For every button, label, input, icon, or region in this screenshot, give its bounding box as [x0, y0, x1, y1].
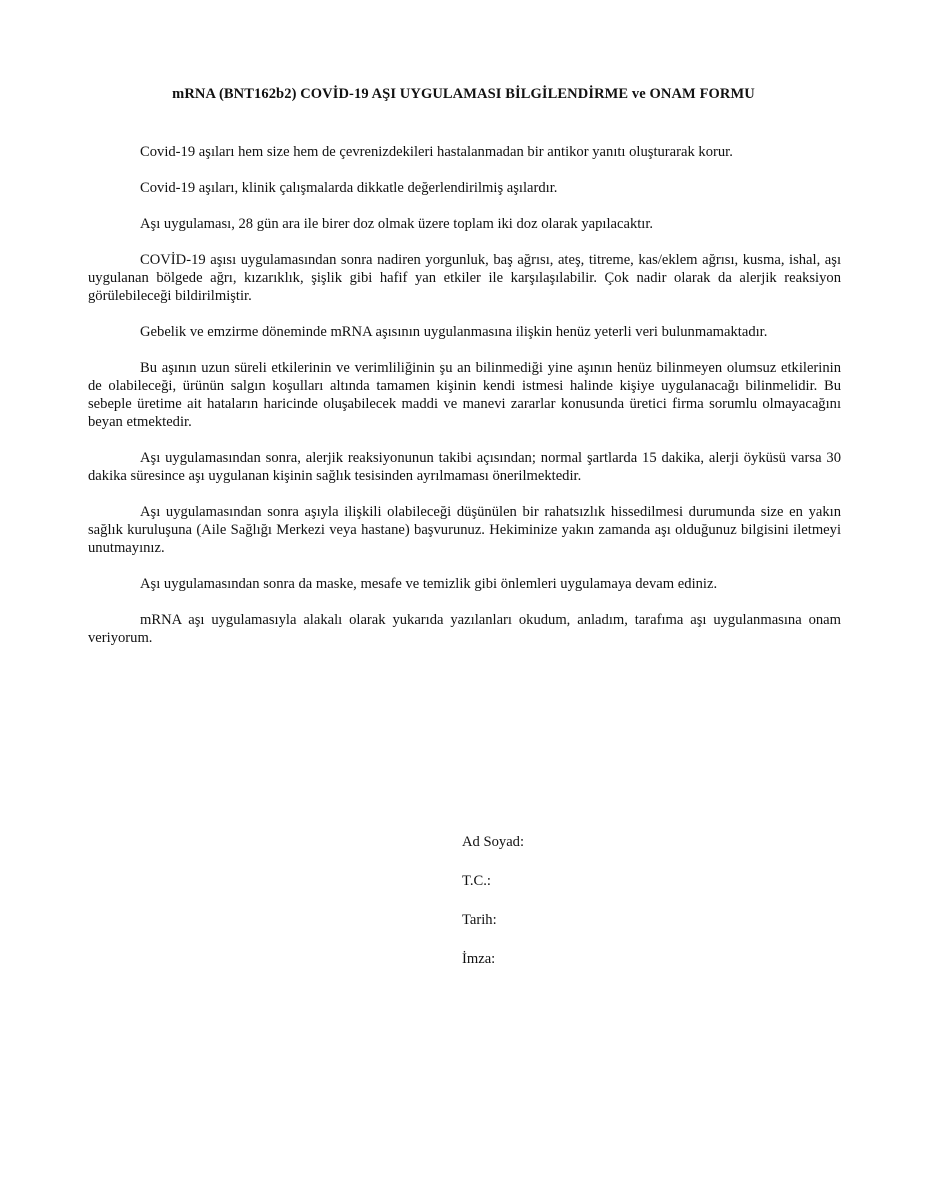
signature-block: [462, 833, 524, 989]
name-field-label: Ad Soyad:: [462, 834, 525, 850]
signature-field-label: İmza:: [462, 951, 496, 967]
document-body: [88, 143, 841, 665]
paragraph-observation-period: Aşı uygulamasından sonra, alerjik reaksiyonunun takibi açısından; normal şartlarda 15 dakika, alerji öyküsü varsa 30 dakika süresince aşı uygulanan kişinin sağlık tesisinden ayrılmaması önerilmektedir.: [88, 450, 841, 484]
document-title: mRNA (BNT162b2) COVİD-19 AŞI UYGULAMASI BİLGİLENDİRME ve ONAM FORMU: [172, 86, 755, 102]
paragraph-consent-statement: mRNA aşı uygulamasıyla alakalı olarak yukarıda yazılanları okudum, anladım, tarafıma aşı uygulanmasına onam veriyorum.: [88, 612, 841, 646]
paragraph-precautions: Aşı uygulamasından sonra da maske, mesafe ve temizlik gibi önlemleri uygulamaya devam ediniz.: [140, 576, 718, 592]
paragraph-side-effects: COVİD-19 aşısı uygulamasından sonra nadiren yorgunluk, baş ağrısı, ateş, titreme, kas/eklem ağrısı, kusma, ishal, aşı uygulanan bölgede ağrı, kızarıklık, şişlik gibi hafif yan etkiler ile karşılaşılabilir. Çok nadir olarak da alerjik reaksiyon görülebileceği bildirilmiştir.: [88, 252, 841, 304]
paragraph-antibody-protection: Covid-19 aşıları hem size hem de çevrenizdekileri hastalanmadan bir antikor yanıtı oluşturarak korur.: [140, 144, 733, 160]
paragraph-clinical-evaluation: Covid-19 aşıları, klinik çalışmalarda dikkatle değerlendirilmiş aşılardır.: [140, 180, 558, 196]
paragraph-long-term-effects: Bu aşının uzun süreli etkilerinin ve verimliliğinin şu an bilinmediği yine aşının henüz bilinmeyen olumsuz etkilerinin de olabileceği, ürünün salgın koşulları altında tamamen kişinin kendi istmesi halinde kişiye uygulanacağı bilinmelidir. Bu sebeple üretime ait hataların haricinde oluşabilecek maddi ve manevi zararlar konusunda üretici firma sorumlu olmayacağını beyan etmektedir.: [88, 360, 841, 430]
id-number-field-label: T.C.:: [462, 873, 491, 889]
paragraph-dosage-schedule: Aşı uygulaması, 28 gün ara ile birer doz olmak üzere toplam iki doz olarak yapılacaktır.: [140, 216, 654, 232]
date-field-label: Tarih:: [462, 912, 497, 928]
paragraph-pregnancy: Gebelik ve emzirme döneminde mRNA aşısının uygulanmasına ilişkin henüz yeterli veri bulunmamaktadır.: [140, 324, 768, 340]
paragraph-seek-care: Aşı uygulamasından sonra aşıyla ilişkili olabileceği düşünülen bir rahatsızlık hissedilmesi durumunda size en yakın sağlık kuruluşuna (Aile Sağlığı Merkezi veya hastane) başvurunuz. Hekiminize yakın zamanda aşı olduğunuz bilgisini iletmeyi unutmayınız.: [88, 504, 841, 556]
